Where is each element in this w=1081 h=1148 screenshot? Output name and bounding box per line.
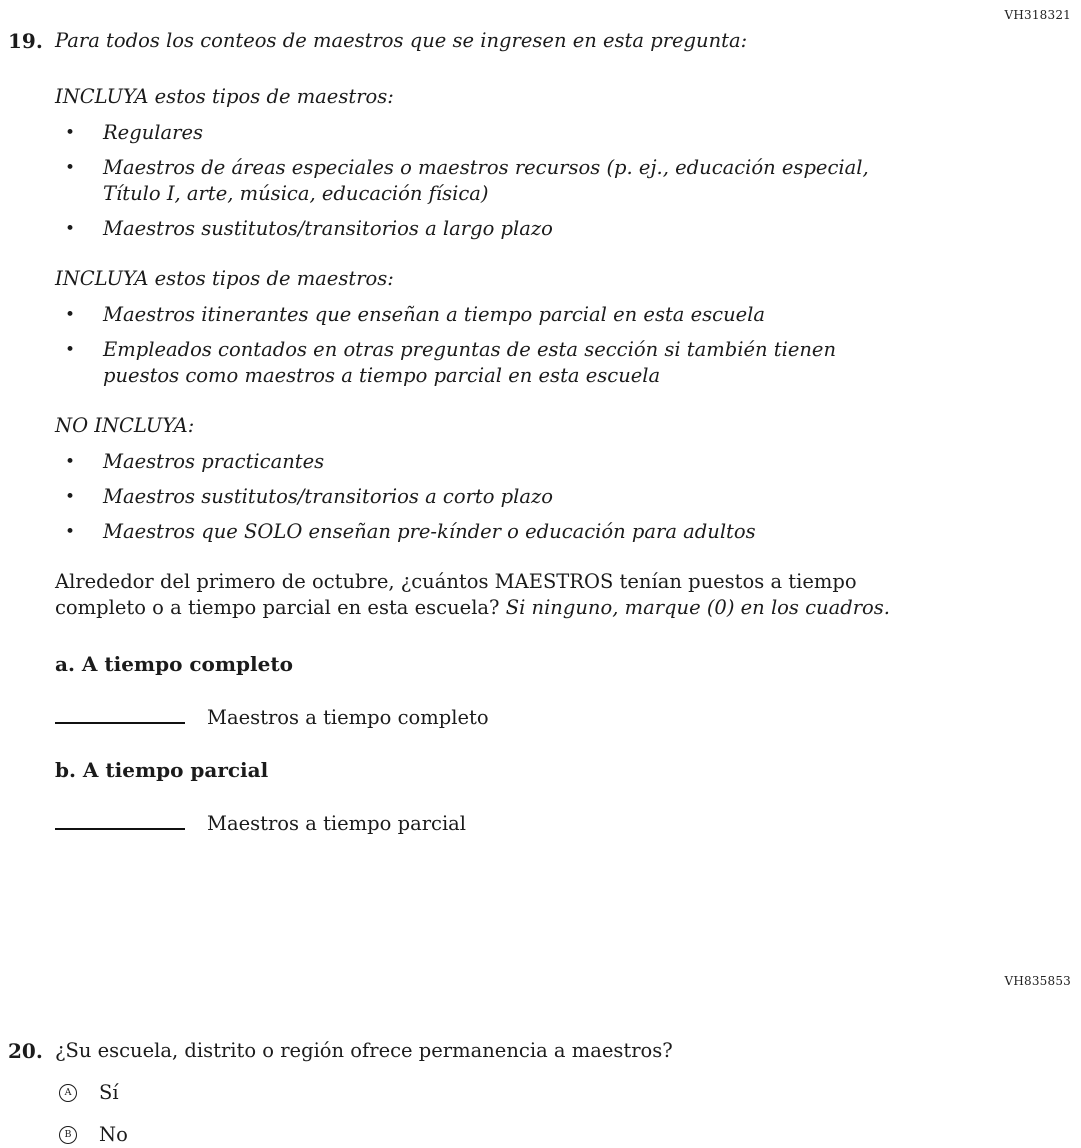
bullet-icon: •: [65, 340, 76, 360]
bullet-icon: •: [65, 158, 76, 178]
list-item: [55, 155, 907, 207]
question-19-stem: [55, 569, 907, 621]
stem-instruction-text: Si ninguno, marque (0) en los cuadros.: [505, 596, 890, 619]
question-19-number: 19.: [8, 29, 43, 53]
include-list-1: [55, 120, 907, 242]
option-yes-label: Sí: [99, 1081, 119, 1104]
part-b-label: b. A tiempo parcial: [55, 758, 269, 782]
list-item: [55, 484, 907, 510]
bullet-icon: •: [65, 522, 76, 542]
question-20-text: ¿Su escuela, distrito o región ofrece permanencia a maestros?: [55, 1039, 673, 1062]
stem-main-text: Alrededor del primero de octubre, ¿cuántos MAESTROS tenían puestos a tiempo completo o a tiempo parcial en esta escuela?: [55, 570, 857, 619]
question-20-number: 20.: [8, 1039, 43, 1063]
fulltime-count-label: Maestros a tiempo completo: [207, 706, 489, 729]
question-19-intro: Para todos los conteos de maestros que se ingresen en esta pregunta:: [55, 29, 748, 52]
list-item: [55, 519, 907, 545]
bullet-icon: •: [65, 487, 76, 507]
list-item-text: Maestros que SOLO enseñan pre-kínder o educación para adultos: [103, 520, 756, 543]
radio-b-icon[interactable]: B: [59, 1126, 77, 1144]
exclude-heading: NO INCLUYA:: [55, 414, 195, 437]
bullet-icon: •: [65, 305, 76, 325]
answer-row-parttime: [55, 811, 907, 837]
option-no[interactable]: [59, 1122, 673, 1148]
list-item: [55, 120, 907, 146]
list-item-text: Maestros itinerantes que enseñan a tiempo parcial en esta escuela: [103, 303, 766, 326]
form-code-q20: VH835853: [1004, 974, 1071, 988]
list-item: [55, 302, 907, 328]
exclude-list: [55, 449, 907, 545]
list-item: [55, 216, 907, 242]
list-item-text: Maestros de áreas especiales o maestros recursos (p. ej., educación especial, Título I, arte, música, educación física): [103, 156, 869, 205]
list-item-text: Maestros sustitutos/transitorios a largo plazo: [103, 217, 553, 240]
form-code-q19: VH318321: [1004, 8, 1071, 22]
radio-a-icon[interactable]: A: [59, 1084, 77, 1102]
include-list-2: [55, 302, 907, 389]
answer-row-fulltime: [55, 705, 907, 731]
option-no-label: No: [99, 1123, 128, 1146]
include-heading-2: INCLUYA estos tipos de maestros:: [55, 267, 394, 290]
question-20: [0, 1038, 673, 1148]
bullet-icon: •: [65, 123, 76, 143]
fulltime-count-input[interactable]: [55, 721, 185, 724]
parttime-count-label: Maestros a tiempo parcial: [207, 812, 467, 835]
part-a-label: a. A tiempo completo: [55, 652, 293, 676]
bullet-icon: •: [65, 219, 76, 239]
list-item-text: Empleados contados en otras preguntas de esta sección si también tienen puestos como maestros a tiempo parcial en esta escuela: [103, 338, 837, 387]
parttime-count-input[interactable]: [55, 827, 185, 830]
include-heading-1: INCLUYA estos tipos de maestros:: [55, 85, 394, 108]
bullet-icon: •: [65, 452, 76, 472]
list-item-text: Regulares: [103, 121, 203, 144]
list-item: [55, 337, 907, 389]
option-yes[interactable]: [59, 1080, 673, 1106]
list-item-text: Maestros practicantes: [103, 450, 325, 473]
list-item-text: Maestros sustitutos/transitorios a corto plazo: [103, 485, 554, 508]
list-item: [55, 449, 907, 475]
